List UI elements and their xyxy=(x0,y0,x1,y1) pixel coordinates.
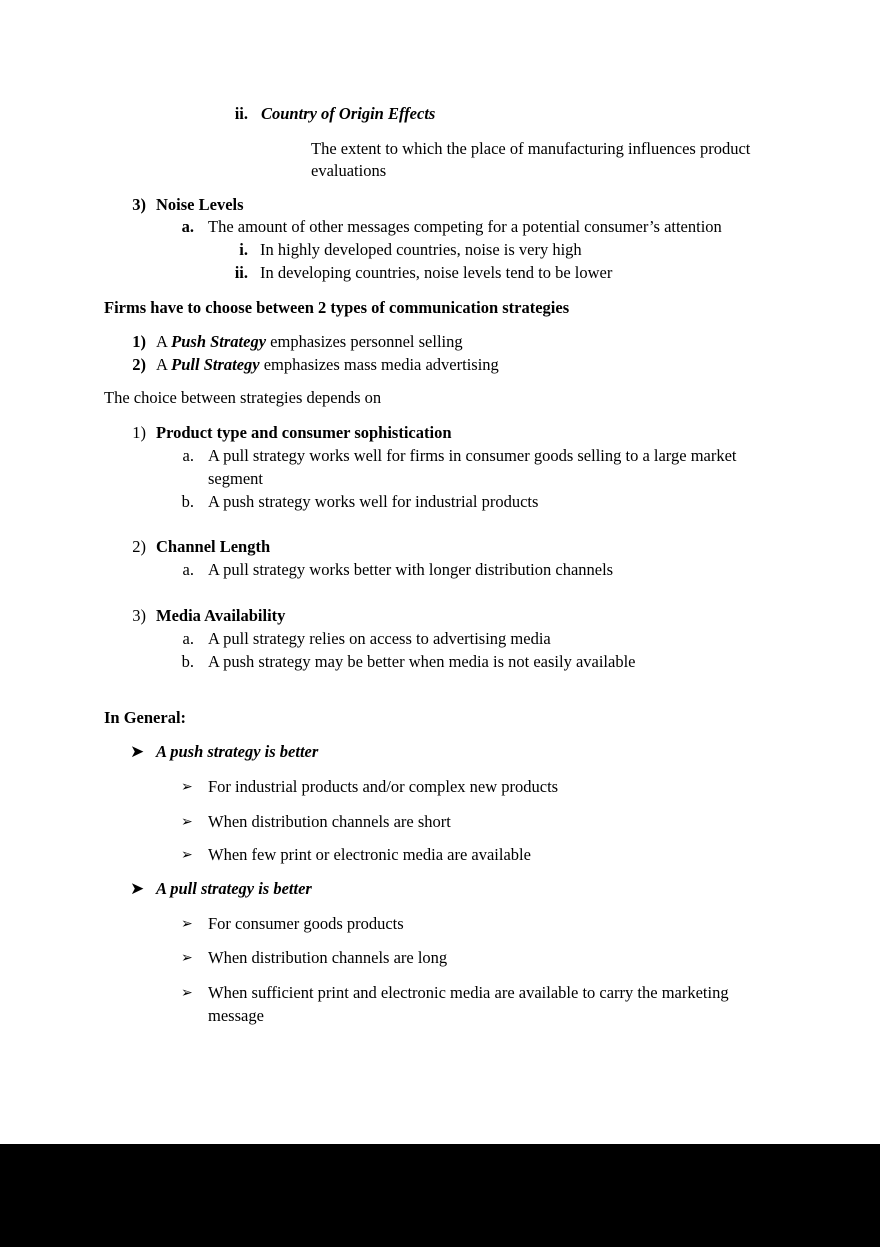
list-label: b. xyxy=(181,492,194,511)
list-item-text: The amount of other messages competing for a potential consumer’s attention xyxy=(208,217,722,236)
list-item-text: In developing countries, noise levels tend to be lower xyxy=(260,263,613,282)
section-heading: Firms have to choose between 2 types of communication strategies xyxy=(104,298,570,317)
list-item-text: When few print or electronic media are available xyxy=(208,845,531,864)
arrowhead-bullet-icon: ➤ xyxy=(130,879,145,899)
list-label: ii. xyxy=(234,104,248,123)
arrowhead-bullet-icon: ➢ xyxy=(181,916,193,932)
general-title: A pull strategy is better xyxy=(156,879,312,898)
list-label: a. xyxy=(181,217,194,236)
list-item-text: A push strategy works well for industrial products xyxy=(208,492,539,511)
list-label: a. xyxy=(182,446,194,465)
arrowhead-bullet-icon: ➢ xyxy=(181,950,193,966)
list-item-text: message xyxy=(208,1006,264,1025)
list-item-text: When distribution channels are long xyxy=(208,948,448,967)
subsection-title: Country of Origin Effects xyxy=(261,104,436,123)
text: emphasizes mass media advertising xyxy=(259,355,499,374)
list-label: 1) xyxy=(132,423,146,442)
black-bottom-band xyxy=(0,1144,880,1247)
text: A xyxy=(156,355,172,374)
list-label: 1) xyxy=(132,332,146,351)
list-item-text: When distribution channels are short xyxy=(208,812,451,831)
paragraph: The choice between strategies depends on xyxy=(104,388,382,407)
list-label: a. xyxy=(182,629,194,648)
arrowhead-bullet-icon: ➢ xyxy=(181,985,193,1001)
list-item-text: segment xyxy=(208,469,263,488)
factor-title: Product type and consumer sophistication xyxy=(156,423,452,442)
list-label: 2) xyxy=(132,355,146,374)
arrowhead-bullet-icon: ➢ xyxy=(181,779,193,795)
factor-title: Channel Length xyxy=(156,537,271,556)
factor-title: Media Availability xyxy=(156,606,286,625)
general-title: A push strategy is better xyxy=(156,742,319,761)
list-label: 3) xyxy=(132,606,146,625)
list-item-text: For industrial products and/or complex new products xyxy=(208,777,559,796)
paragraph-line: The extent to which the place of manufacturing influences product xyxy=(311,139,751,158)
arrowhead-bullet-icon: ➤ xyxy=(130,742,145,762)
text: A xyxy=(156,332,172,351)
list-item-text: In highly developed countries, noise is very high xyxy=(260,240,582,259)
list-item-text: A pull strategy works well for firms in consumer goods selling to a large market xyxy=(208,446,737,465)
list-label: i. xyxy=(239,240,248,259)
list-item-text: For consumer goods products xyxy=(208,914,404,933)
paragraph-line: evaluations xyxy=(311,161,387,180)
list-label: ii. xyxy=(234,263,248,282)
list-label: b. xyxy=(181,652,194,671)
list-item-text: A push strategy may be better when media is not easily available xyxy=(208,652,636,671)
list-item-text: A pull strategy works better with longer distribution channels xyxy=(208,560,614,579)
text: emphasizes personnel selling xyxy=(266,332,463,351)
arrowhead-bullet-icon: ➢ xyxy=(181,847,193,863)
section-title: Noise Levels xyxy=(156,195,244,214)
section-heading: In General: xyxy=(104,708,187,727)
term: Pull Strategy xyxy=(171,355,260,374)
term: Push Strategy xyxy=(171,332,267,351)
strategy-item xyxy=(156,354,499,376)
list-item-text: A pull strategy relies on access to advertising media xyxy=(208,629,551,648)
list-label: 2) xyxy=(132,537,146,556)
list-label: 3) xyxy=(132,195,146,214)
list-item-text: When sufficient print and electronic media are available to carry the marketing xyxy=(208,983,729,1002)
arrowhead-bullet-icon: ➢ xyxy=(181,814,193,830)
strategy-item xyxy=(156,331,463,353)
list-label: a. xyxy=(182,560,194,579)
